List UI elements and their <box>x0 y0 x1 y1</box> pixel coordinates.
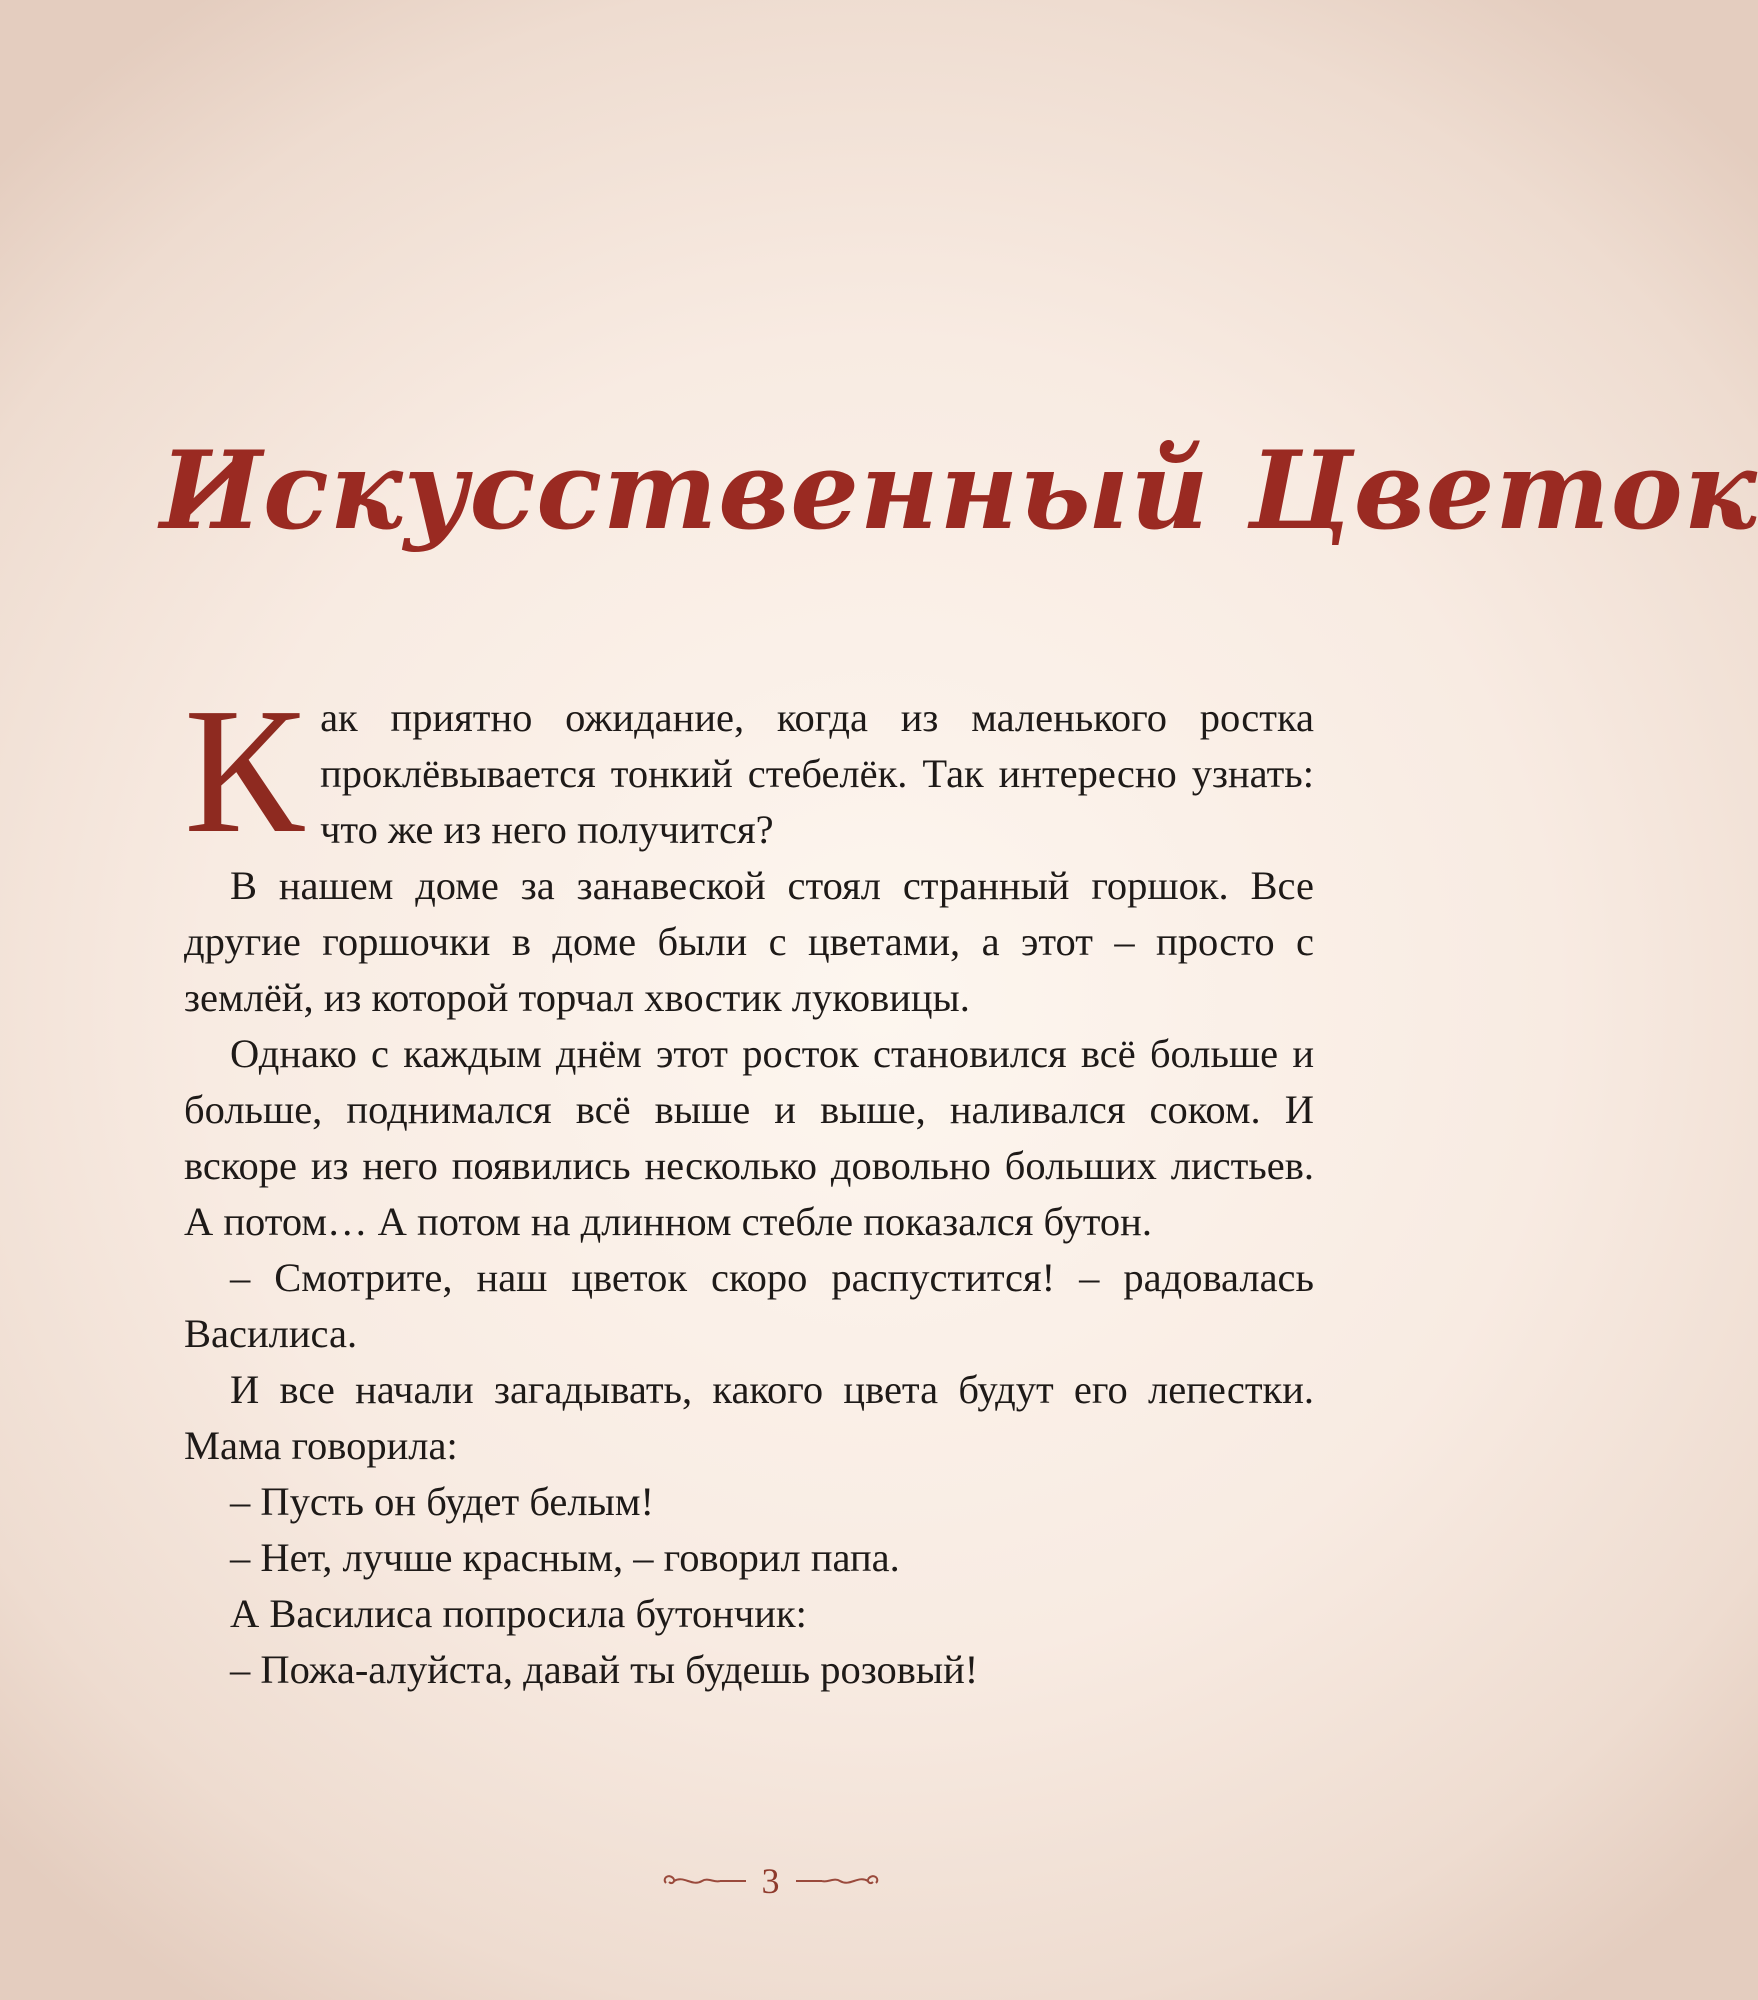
flourish-right-icon <box>794 1869 884 1893</box>
paragraph-4: – Смотрите, наш цветок скоро распустится! – радовалась Василиса. <box>184 1255 1314 1356</box>
paragraph-2: В нашем доме за занавеской стоял странный горшок. Все другие горшочки в доме были с цветами, а этот – просто с землёй, из которой торчал хвостик луковицы. <box>184 863 1314 1020</box>
drop-cap: К <box>184 671 305 870</box>
paragraph-8: А Василиса попросила бутончик: <box>230 1591 807 1636</box>
chapter-title: Искусственный Цветок <box>160 428 1758 555</box>
paragraph-3: Однако с каждым днём этот росток становился всё больше и больше, поднимался всё выше и выше, наливался соком. И вскоре из него появились несколько довольно больших листьев. А потом… А потом на длинном стебле показался бутон. <box>184 1031 1314 1244</box>
paragraph-1-text: ак приятно ожидание, когда из маленького ростка проклёвывается тонкий стебелёк. Так интересно узнать: что же из него получится? <box>320 695 1314 852</box>
paragraph-5: И все начали загадывать, какого цвета будут его лепестки. Мама говорила: <box>184 1367 1314 1468</box>
page-footer <box>0 1860 1541 1902</box>
story-text <box>184 671 1314 1698</box>
page-number: 3 <box>761 1861 780 1901</box>
paragraph-9: – Пожа-алуйста, давай ты будешь розовый! <box>230 1647 979 1692</box>
flourish-left-icon <box>658 1869 748 1893</box>
paragraph-7: – Нет, лучше красным, – говорил папа. <box>230 1535 900 1580</box>
paragraph-6: – Пусть он будет белым! <box>230 1479 654 1524</box>
paragraph-1 <box>184 671 1314 870</box>
